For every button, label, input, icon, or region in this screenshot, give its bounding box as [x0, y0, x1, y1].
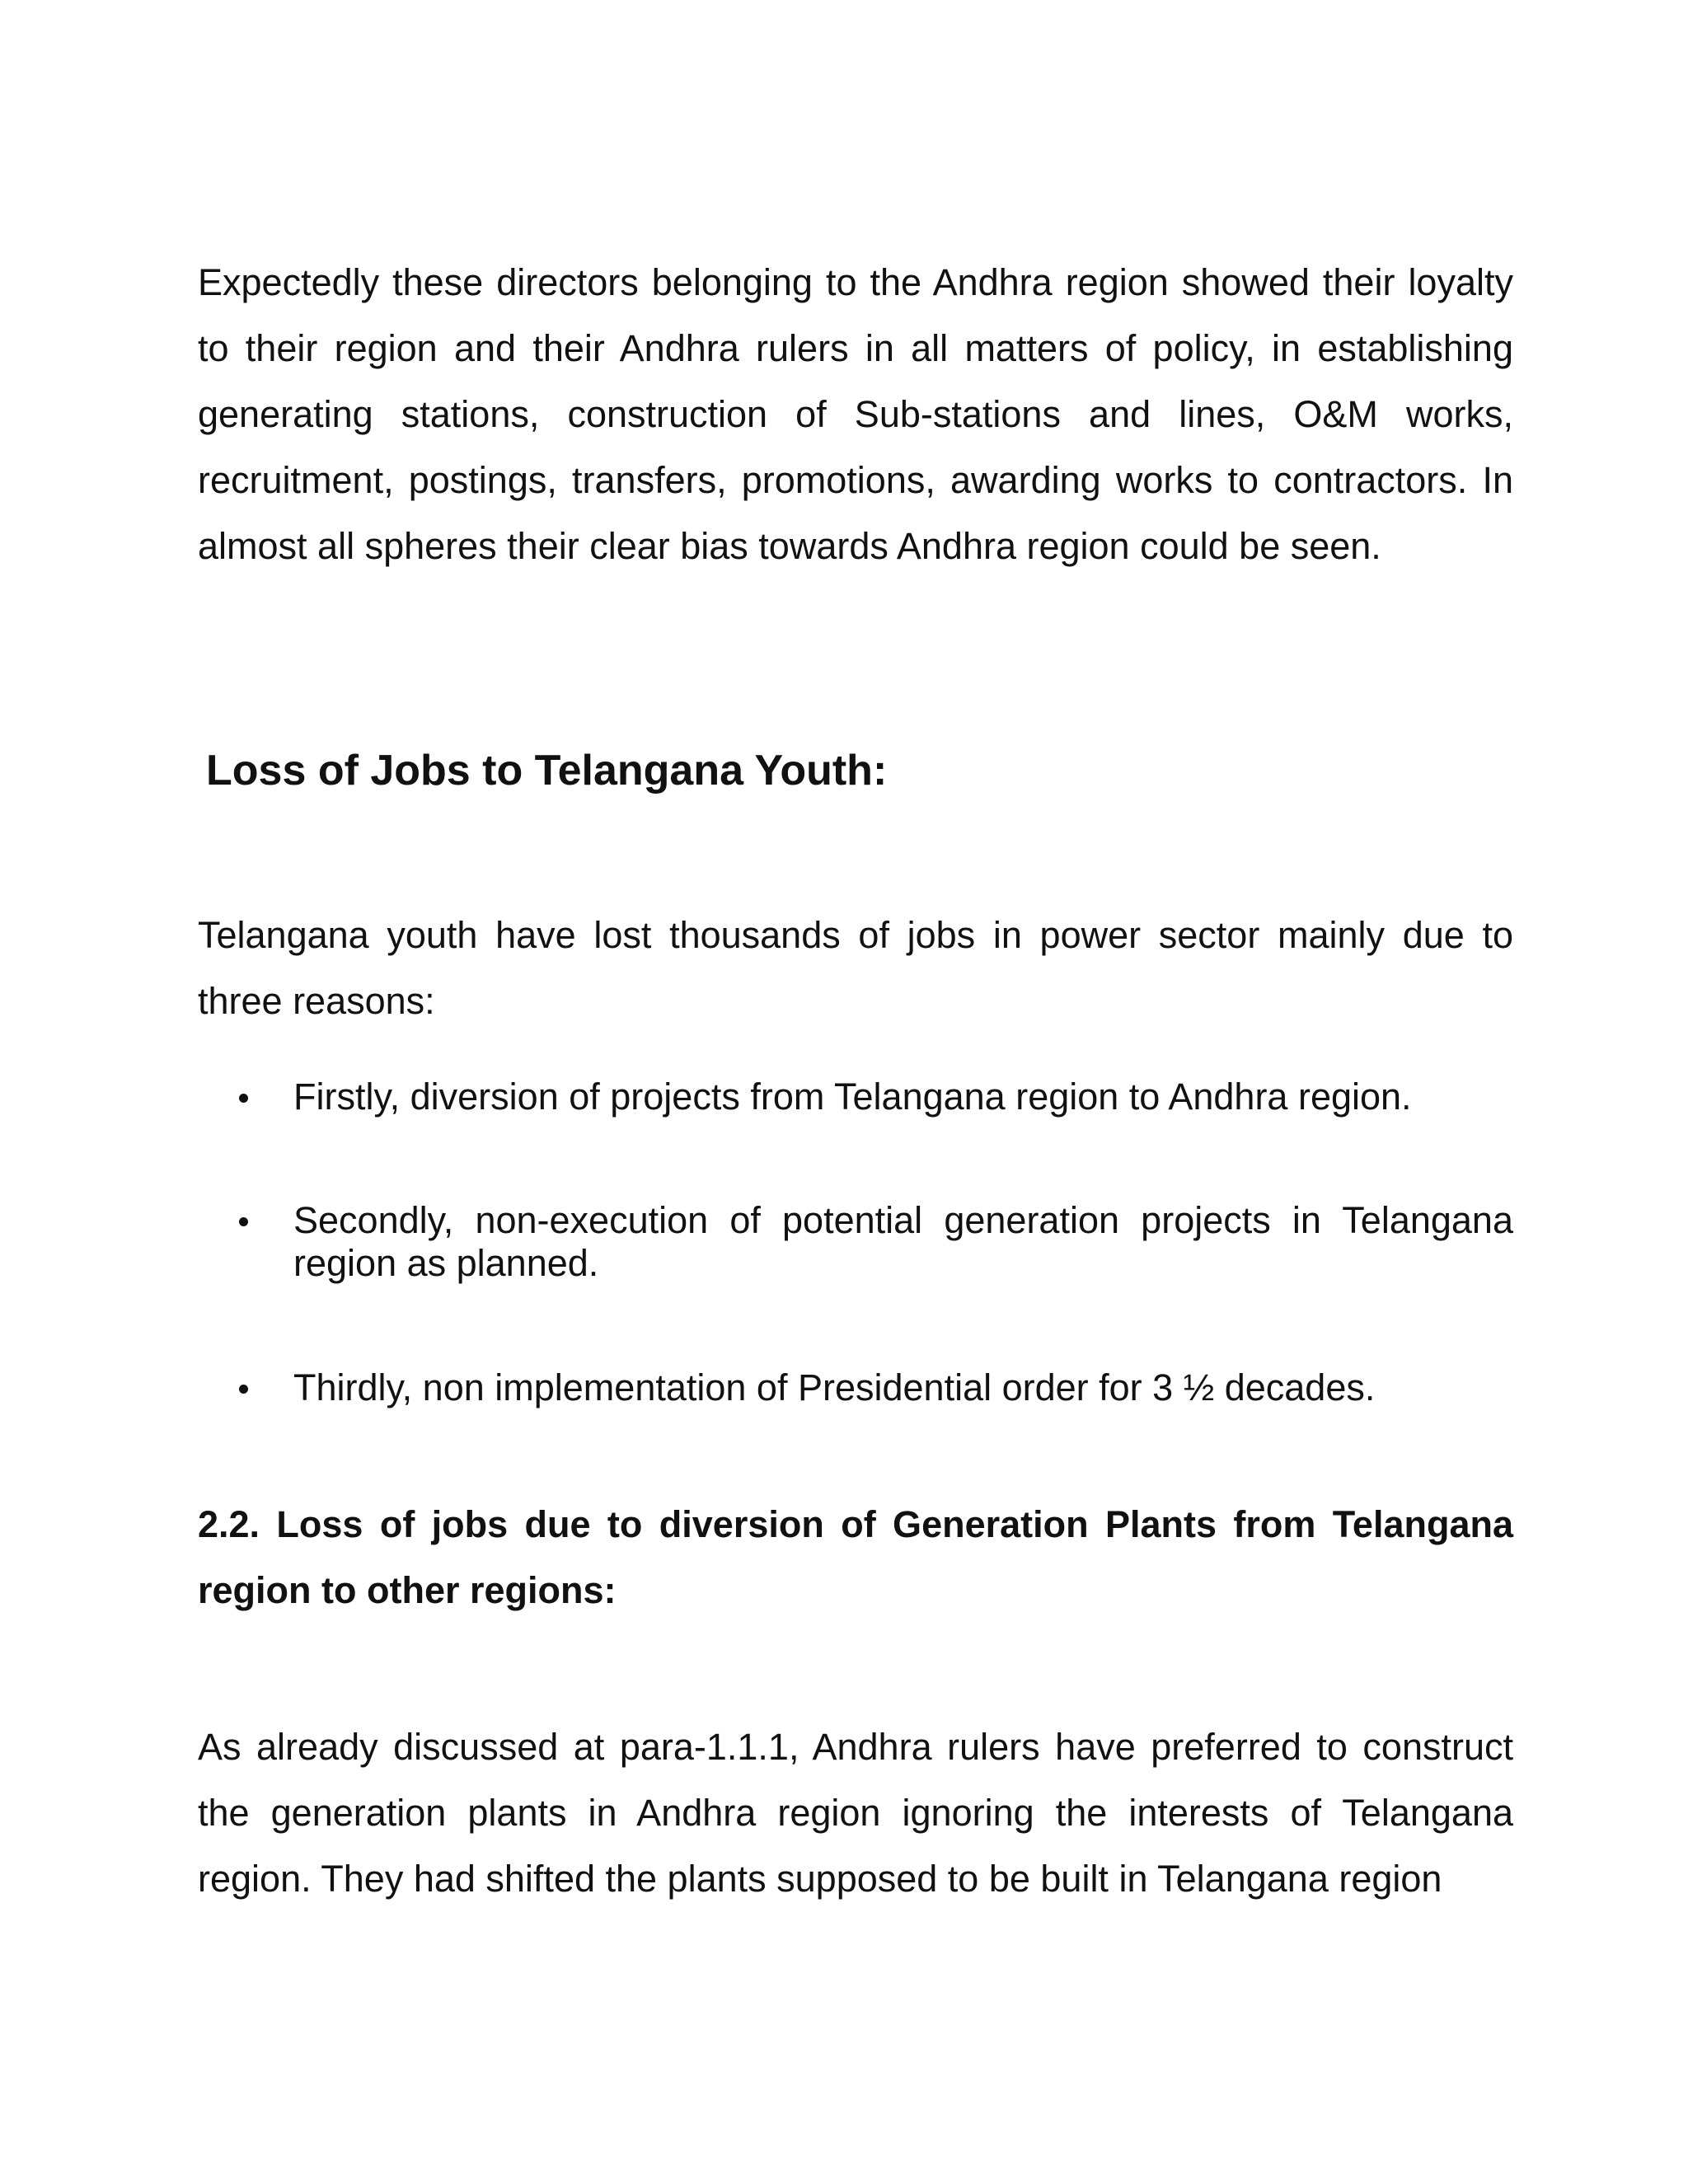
paragraph-generation-plants: As already discussed at para-1.1.1, Andhra rulers have preferred to construct the generation plants in Andhra region ignoring the interests of Telangana region. They had shifted the plants supposed to be built in Telangana region [198, 1726, 1513, 1900]
heading-section-2-2: 2.2. Loss of jobs due to diversion of Generation Plants from Telangana region to other regions: [198, 1503, 1513, 1611]
paragraph-three-reasons: Telangana youth have lost thousands of jobs in power sector mainly due to three reasons: [198, 914, 1513, 1022]
bullet-icon [239, 1217, 248, 1226]
list-item-text: Secondly, non-execution of potential generation projects in Telangana region as planned. [293, 1199, 1513, 1284]
heading-loss-of-jobs: Loss of Jobs to Telangana Youth: [206, 747, 888, 794]
list-item-text: Firstly, diversion of projects from Telangana region to Andhra region. [293, 1076, 1412, 1118]
bullet-icon [239, 1385, 248, 1394]
list-item-text: Thirdly, non implementation of Presidential order for 3 ½ decades. [293, 1366, 1376, 1408]
bullet-icon [239, 1094, 248, 1103]
paragraph-directors-bias: Expectedly these directors belonging to the Andhra region showed their loyalty to their region and their Andhra rulers in all matters of policy, in establishing generating stations, construction of Sub-stations and lines, O&M works, recruitment, postings, transfers, promotions, awarding works to contractors. In almost all spheres their clear bias towards Andhra region could be seen. [198, 261, 1513, 567]
